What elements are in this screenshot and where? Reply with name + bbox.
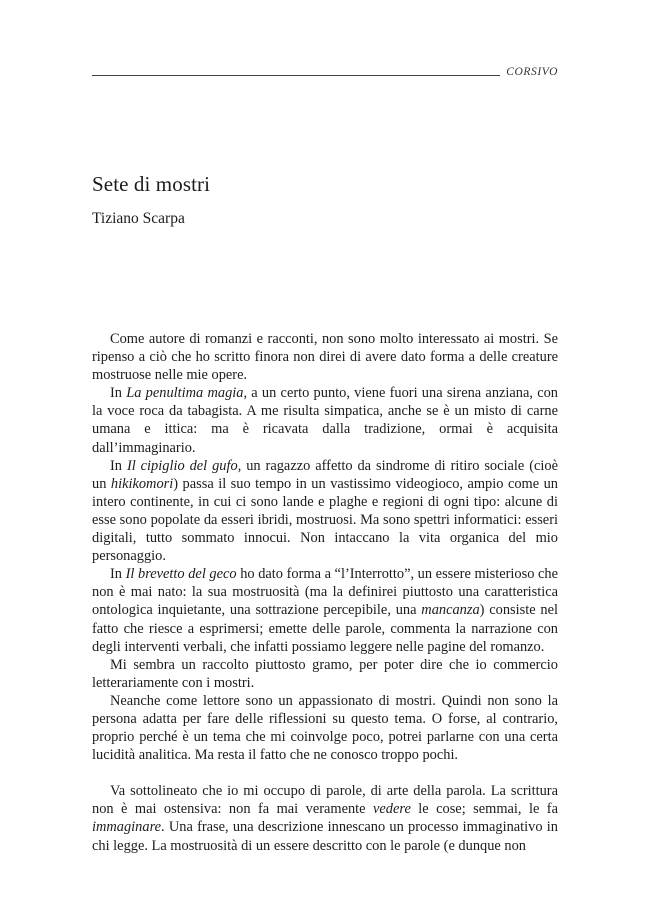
paragraph-text: , a un certo punto, viene fuori una sirena anziana, con la voce roca da tabagista. A me risulta simpatica, anche se è un misto di carne umana e ittica: ma è ricavata dalla tradizione, ormai è acquisita dall’immaginario.: [92, 385, 558, 456]
italic-title-text: vedere: [373, 801, 411, 818]
article-title: Sete di mostri: [92, 172, 211, 196]
italic-title-text: Il cipiglio del gufo: [126, 457, 238, 474]
paragraph-text: Mi sembra un raccolto piuttosto gramo, per poter dire che io commercio letterariamente con i mostri.: [92, 656, 558, 691]
body-paragraph: [92, 692, 558, 764]
paragraph-text: Neanche come lettore sono un appassionato di mostri. Quindi non sono la persona adatta per fare delle riflessioni su questo tema. O forse, al contrario, proprio perché è un tema che mi coinvolge poco, potrei parlarne con una certa lucidità analitica. Ma resta il fatto che ne conosco troppo pochi.: [92, 692, 558, 764]
paragraph-text: ) passa il suo tempo in un vastissimo videogioco, ampio come un intero continente, in cui ci sono lande e plaghe e regioni di ogni tipo: alcune di esse sono popolate da esseri ibridi, mostruosi. Ma sono spettri informatici: esseri digitali, tutto sommato innocui. Non intaccano la vita organica del mio personaggio.: [92, 475, 558, 565]
body-paragraph: [92, 782, 558, 854]
paragraph-text: , un ragazzo affetto da sindrome di ritiro sociale (cioè un: [92, 457, 558, 492]
paragraph-text: le cose; semmai, le fa: [410, 801, 558, 818]
article-body: [92, 330, 558, 855]
paragraph-text: Come autore di romanzi e racconti, non sono molto interessato ai mostri. Se ripenso a ciò che ho scritto finora non direi di avere dato forma a delle creature mostruose nelle mie opere.: [92, 331, 558, 384]
article-author: Tiziano Scarpa: [92, 210, 185, 227]
header-rule: [92, 75, 500, 76]
body-paragraph: [92, 330, 558, 384]
section-label: CORSIVO: [506, 66, 558, 78]
paragraph-text: Va sottolineato che io mi occupo di parole, di arte della parola. La scrittura non è mai ostensiva: non fa mai veramente: [92, 783, 558, 818]
body-paragraph: [92, 457, 558, 566]
body-paragraph: [92, 565, 558, 655]
paragraph-text: ho dato forma a “l’Interrotto”, un essere misterioso che non è mai nato: la sua mostruosità (ma la definirei piuttosto una caratteristica ontologica inquietante, una sottrazione percepibile, una: [92, 566, 558, 619]
italic-title-text: La penultima magia: [126, 385, 244, 402]
running-head: [92, 66, 558, 78]
italic-title-text: immaginare: [92, 819, 162, 836]
italic-title-text: Il brevetto del geco: [125, 566, 237, 583]
italic-title-text: hikikomori: [110, 475, 174, 492]
paragraph-text: . Una frase, una descrizione innescano un processo immaginativo in chi legge. La mostruosità di un essere descritto con le parole (e dunque non: [92, 819, 558, 854]
paragraph-text: In: [110, 566, 126, 583]
body-paragraph: [92, 384, 558, 456]
paragraph-text: ) consiste nel fatto che riesce a esprimersi; emette delle parole, commenta la narrazione con degli interventi verbali, che infatti possiamo leggere nelle pagine del romanzo.: [92, 602, 558, 655]
body-paragraph: [92, 656, 558, 692]
paragraph-text: In: [110, 385, 127, 402]
italic-title-text: mancanza: [421, 602, 480, 619]
paragraph-text: In: [110, 457, 127, 474]
